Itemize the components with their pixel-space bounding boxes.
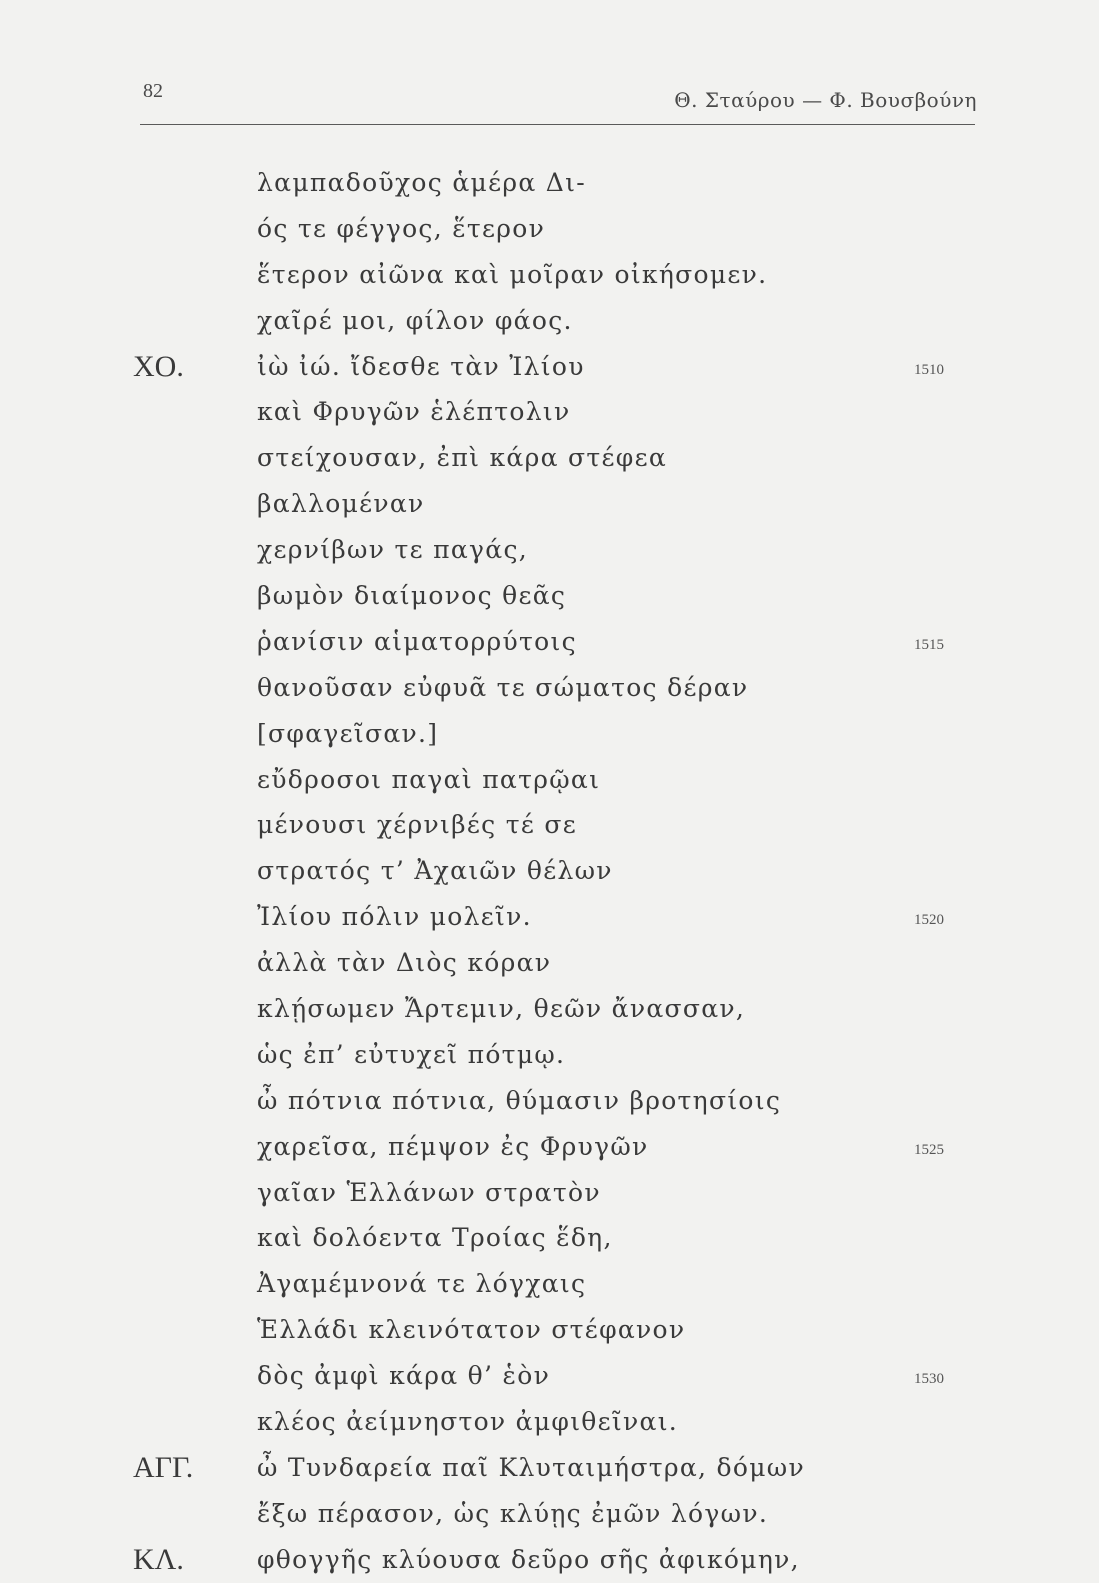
verse-text: βαλλομέναν bbox=[257, 489, 425, 519]
verse-text: καὶ Φρυγῶν ἑλέπτολιν bbox=[257, 397, 571, 427]
speaker-label: ΑΓΓ. bbox=[133, 1450, 194, 1484]
verse-line bbox=[0, 1353, 1099, 1399]
verse-text-block bbox=[0, 160, 1099, 1583]
verse-text: βωμὸν διαίμονος θεᾶς bbox=[257, 581, 567, 611]
verse-line bbox=[0, 1399, 1099, 1445]
verse-line bbox=[0, 940, 1099, 986]
verse-line bbox=[0, 160, 1099, 206]
line-number: 1525 bbox=[914, 1141, 944, 1158]
verse-line bbox=[0, 665, 1099, 711]
header-rule bbox=[140, 124, 975, 125]
running-head: Θ. Σταύρου — Φ. Βουσβούνη bbox=[674, 88, 977, 112]
verse-text: ός τε φέγγος, ἕτερον bbox=[257, 213, 546, 243]
verse-text: δὸς ἀμφὶ κάρα θ’ ἑὸν bbox=[257, 1361, 551, 1391]
line-number: 1530 bbox=[914, 1371, 944, 1388]
verse-text: ῥανίσιν αἱματορρύτοις bbox=[257, 626, 577, 656]
verse-line bbox=[0, 1170, 1099, 1216]
verse-line bbox=[0, 894, 1099, 940]
verse-line bbox=[0, 435, 1099, 481]
verse-line bbox=[0, 711, 1099, 757]
verse-line bbox=[0, 252, 1099, 298]
verse-text: χαῖρέ μοι, φίλον φάος. bbox=[257, 305, 573, 335]
verse-line bbox=[0, 573, 1099, 619]
verse-line bbox=[0, 344, 1099, 390]
verse-line bbox=[0, 848, 1099, 894]
verse-line bbox=[0, 1032, 1099, 1078]
verse-text: ὦ πότνια πότνια, θύμασιν βροτησίοις bbox=[257, 1085, 782, 1115]
line-number: 1520 bbox=[914, 912, 944, 929]
verse-text: στείχουσαν, ἐπὶ κάρα στέφεα bbox=[257, 443, 668, 473]
verse-text: μένουσι χέρνιβές τέ σε bbox=[257, 810, 577, 840]
verse-text: θανοῦσαν εὐφυᾶ τε σώματος δέραν bbox=[257, 672, 749, 702]
verse-text: Ἑλλάδι κλεινότατον στέφανον bbox=[257, 1315, 686, 1345]
verse-line bbox=[0, 206, 1099, 252]
verse-line bbox=[0, 1445, 1099, 1491]
verse-line bbox=[0, 1537, 1099, 1583]
verse-text: ὦ Τυνδαρεία παῖ Κλυταιμήστρα, δόμων bbox=[257, 1452, 805, 1482]
verse-text: ἕτερον αἰῶνα καὶ μοῖραν οἰκήσομεν. bbox=[257, 259, 768, 289]
verse-line bbox=[0, 986, 1099, 1032]
verse-text: καὶ δολόεντα Τροίας ἕδη, bbox=[257, 1223, 613, 1253]
line-number: 1515 bbox=[914, 636, 944, 653]
verse-text: Ἀγαμέμνονά τε λόγχαις bbox=[257, 1269, 587, 1299]
verse-text: στρατός τ’ Ἀχαιῶν θέλων bbox=[257, 856, 613, 886]
speaker-label: ΧΟ. bbox=[133, 349, 184, 383]
verse-text: κλέος ἀείμνηστον ἀμφιθεῖναι. bbox=[257, 1407, 679, 1437]
verse-line bbox=[0, 389, 1099, 435]
verse-text: λαμπαδοῦχος ἁμέρα Δι- bbox=[257, 168, 586, 197]
verse-line bbox=[0, 1215, 1099, 1261]
verse-line bbox=[0, 527, 1099, 573]
verse-text: χερνίβων τε παγάς, bbox=[257, 535, 528, 565]
verse-line bbox=[0, 619, 1099, 665]
verse-line bbox=[0, 481, 1099, 527]
verse-text: ὡς ἐπ’ εὐτυχεῖ πότμῳ. bbox=[257, 1039, 566, 1069]
verse-text: γαῖαν Ἑλλάνων στρατὸν bbox=[257, 1177, 601, 1207]
verse-text: [σφαγεῖσαν.] bbox=[257, 718, 439, 748]
speaker-label: ΚΛ. bbox=[133, 1542, 184, 1576]
verse-line bbox=[0, 1078, 1099, 1124]
line-number: 1510 bbox=[914, 361, 944, 378]
verse-text: ἔξω πέρασον, ὡς κλύῃς ἐμῶν λόγων. bbox=[257, 1498, 769, 1528]
verse-line bbox=[0, 1261, 1099, 1307]
verse-text: κλῄσωμεν Ἄρτεμιν, θεῶν ἄνασσαν, bbox=[257, 994, 746, 1024]
verse-text: Ἰλίου πόλιν μολεῖν. bbox=[257, 902, 532, 932]
verse-line bbox=[0, 802, 1099, 848]
verse-line bbox=[0, 298, 1099, 344]
verse-text: ἀλλὰ τὰν Διὸς κόραν bbox=[257, 948, 552, 978]
verse-text: ἰὼ ἰώ. ἴδεσθε τὰν Ἰλίου bbox=[257, 351, 585, 381]
page-number: 82 bbox=[143, 80, 163, 102]
verse-line bbox=[0, 1124, 1099, 1170]
verse-line bbox=[0, 757, 1099, 803]
verse-text: εὔδροσοι παγαὶ πατρῷαι bbox=[257, 764, 601, 794]
verse-line bbox=[0, 1307, 1099, 1353]
verse-text: χαρεῖσα, πέμψον ἐς Φρυγῶν bbox=[257, 1131, 649, 1161]
verse-text: φθογγῆς κλύουσα δεῦρο σῆς ἀφικόμην, bbox=[257, 1544, 800, 1574]
verse-line bbox=[0, 1491, 1099, 1537]
